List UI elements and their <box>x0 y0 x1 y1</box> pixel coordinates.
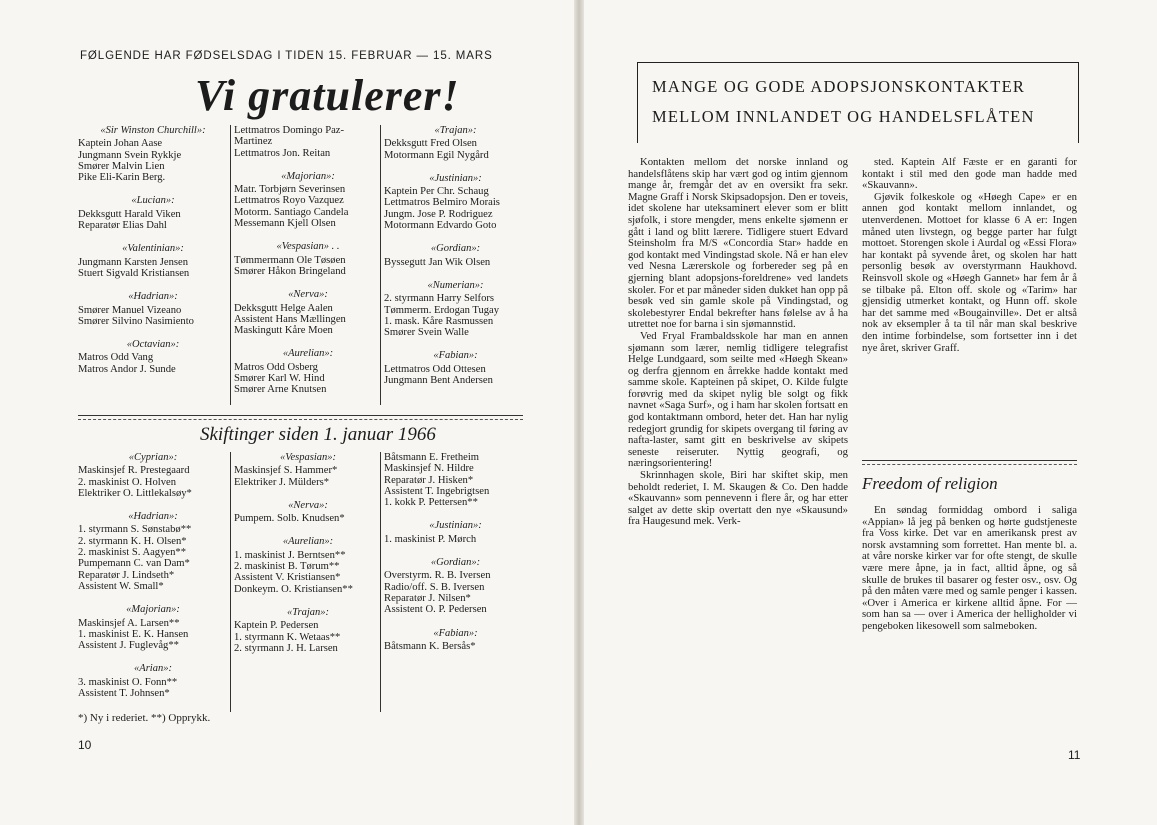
ship-name: «Sir Winston Churchill»: <box>100 125 206 136</box>
crew-entry: Donkeym. O. Kristiansen** <box>234 583 353 595</box>
ship-group <box>78 511 228 592</box>
birthday-header: FØLGENDE HAR FØDSELSDAG I TIDEN 15. FEBRUAR — 15. MARS <box>80 50 493 62</box>
crew-entry: Radio/off. S. B. Iversen <box>384 581 485 593</box>
article-title-box <box>637 62 1079 143</box>
divider <box>78 415 523 416</box>
crew-entry: 1. kokk P. Pettersen** <box>384 497 478 509</box>
article-title-line-2: MELLOM INNLANDET OG HANDELSFLÅTEN <box>652 107 1035 126</box>
crew-entry: Kaptein Per Chr. Schaug <box>384 186 489 198</box>
ship-name: «Octavian»: <box>126 339 180 351</box>
ship-group <box>384 628 527 653</box>
article-paragraph: sted. Kaptein Alf Fæste er en garanti for kontakt i stil med den gode man hadde med «Skauvann». <box>862 156 1077 192</box>
divider <box>862 460 1077 461</box>
ship-name: «Arian»: <box>134 663 172 675</box>
crew-entry: Lettmatros Jon. Reitan <box>234 147 331 159</box>
crew-entry: Lettmatros Odd Ottesen <box>384 363 486 375</box>
crew-entry: Maskinsjef A. Larsen** <box>78 617 180 629</box>
crew-entry: Kaptein P. Pedersen <box>234 620 319 632</box>
crew-entry: 2. styrmann Harry Selfors <box>384 293 495 305</box>
article-column-2 <box>862 157 1077 354</box>
crew-entry: Smører Håkon Bringeland <box>234 265 346 277</box>
crew-entry: Lettmatros Belmiro Morais <box>384 197 500 209</box>
ship-group <box>384 243 527 268</box>
crew-entry: Assistent Hans Mællingen <box>234 313 346 325</box>
crew-entry: Smører Malvin Lien <box>78 160 165 172</box>
ship-name: «Aurelian»: <box>282 348 334 360</box>
crew-entry: Reparatør J. Nilsen* <box>384 592 471 604</box>
ship-group <box>384 557 527 615</box>
crew-entry: Pumpem. Solb. Knudsen* <box>234 513 345 525</box>
crew-entry: 1. styrmann K. Wetaas** <box>234 631 341 643</box>
crew-entry: 3. maskinist O. Fonn** <box>78 676 178 688</box>
birthday-column-1 <box>78 125 228 405</box>
crew-entry: Båtsmann E. Fretheim <box>384 452 480 463</box>
ship-group <box>384 173 527 231</box>
crew-entry: Reparatør J. Lindseth* <box>78 569 175 581</box>
ship-group <box>234 500 382 525</box>
birthday-column-3 <box>380 125 527 405</box>
ship-name: «Nerva»: <box>288 289 328 301</box>
crew-entry: Dekksgutt Fred Olsen <box>384 138 477 150</box>
ship-group <box>234 289 382 336</box>
crew-entry: Byssegutt Jan Wik Olsen <box>384 256 491 268</box>
ship-name: «Lucian»: <box>131 195 175 207</box>
crew-entry: 2. maskinist O. Holven <box>78 476 176 488</box>
crew-entry: Assistent V. Kristiansen* <box>234 572 341 584</box>
crew-entry: Tømmerm. Erdogan Tugay <box>384 304 500 316</box>
religion-article <box>862 505 1077 633</box>
ship-name: «Fabian»: <box>433 350 478 362</box>
changes-title: Skiftinger siden 1. januar 1966 <box>200 424 436 445</box>
ship-name: «Nerva»: <box>288 499 328 511</box>
ship-name: «Hadrian»: <box>128 291 178 303</box>
crew-entry: Reparatør Elias Dahl <box>78 220 167 232</box>
ship-group <box>234 125 382 159</box>
crew-entry: Maskinsjef R. Prestegaard <box>78 465 190 477</box>
ship-group <box>78 125 228 183</box>
crew-entry: Smører Manuel Vizeano <box>78 304 182 316</box>
crew-entry: Assistent T. Ingebrigtsen <box>384 485 490 497</box>
crew-entry: 1. maskinist P. Mørch <box>384 533 477 545</box>
changes-column-3 <box>380 452 527 712</box>
crew-entry: Lettmatros Royo Vazquez <box>234 195 344 207</box>
ship-group <box>234 452 382 488</box>
crew-entry: Reparatør J. Hisken* <box>384 474 474 486</box>
divider <box>78 419 523 420</box>
ship-name: «Vespasian»: <box>280 452 336 463</box>
crew-entry: Jungmann Svein Rykkje <box>78 149 182 161</box>
ship-name: «Hadrian»: <box>128 511 178 523</box>
page-title: Vi gratulerer! <box>195 71 460 120</box>
crew-entry: 2. maskinist B. Tørum** <box>234 561 340 573</box>
crew-entry: Smører Karl W. Hind <box>234 373 325 385</box>
section-title: Freedom of religion <box>862 474 998 493</box>
book-gutter <box>574 0 584 825</box>
crew-entry: 1. mask. Kåre Rasmussen <box>384 315 494 327</box>
crew-entry: Maskinsjef S. Hammer* <box>234 465 338 477</box>
ship-name: «Majorian»: <box>126 604 180 616</box>
ship-name: «Justinian»: <box>429 172 482 184</box>
ship-name: «Aurelian»: <box>282 536 334 548</box>
changes-column-2 <box>230 452 382 712</box>
ship-name: «Vespasian» . . <box>276 241 340 253</box>
article-paragraph: Kontakten mellom det norske innland og handelsflåtens skip har vært god og intim gjennom mange år, fremgår det av en oversikt fra sekr. Magne Graff i Norsk Skipsadopsjon. Den er toveis, idet skolene har uteksaminert elever som er blitt sjøfolk, i store mengder, mens enkelte sjømenn er gått i land og blitt lærere. Tidligere stuert Edvard Steinsholm fra M/S «Concordia Star» hadde en god kontakt med Vindingstad skole. Nå er han elev ved Nesna Lærerskole og forbereder seg på en gjerning blant adopsjons-foreldrene» ved landets skoler. For et par måneder siden dukket han opp på besøk ved sin gamle skole på Vindingstad, og skolebestyrer Endal bekrefter hans følelse av å ha utrettet noe for barna i sin sjømannstid. <box>628 156 848 331</box>
ship-name: «Cyprian»: <box>128 452 178 463</box>
crew-entry: Båtsmann K. Bersås* <box>384 640 476 652</box>
ship-group <box>384 350 527 386</box>
crew-entry: Jungmann Bent Andersen <box>384 375 493 387</box>
crew-entry: 2. styrmann J. H. Larsen <box>234 642 338 654</box>
crew-entry: Pike Eli-Karin Berg. <box>78 172 166 184</box>
footnote: *) Ny i rederiet. **) Opprykk. <box>78 712 211 724</box>
crew-entry: 1. maskinist E. K. Hansen <box>78 628 189 640</box>
page-number-right: 11 <box>1068 748 1081 762</box>
article-paragraph: Skrinnhagen skole, Biri har skiftet skip, men beholdt rederiet, I. M. Skaugen & Co. Den hadde «Skauvann» som pennevenn i flere år, og har etter salget av dette skip overtatt den nye «Skausund» fra Haugesund mek. Verk- <box>628 469 848 528</box>
crew-entry: Dekksgutt Harald Viken <box>78 208 181 220</box>
crew-entry: Motormann Edvardo Goto <box>384 220 497 232</box>
ship-group <box>78 452 228 499</box>
crew-entry: Smører Arne Knutsen <box>234 384 327 396</box>
crew-entry: Kaptein Johan Aase <box>78 138 163 150</box>
crew-entry: Pumpemann C. van Dam* <box>78 558 190 570</box>
crew-entry: 1. maskinist J. Berntsen** <box>234 549 346 561</box>
ship-group <box>384 280 527 338</box>
birthday-list <box>78 125 523 405</box>
ship-name: «Justinian»: <box>429 520 482 532</box>
crew-entry: Maskinsjef N. Hildre <box>384 463 474 475</box>
crew-entry: Matr. Torbjørn Severinsen <box>234 184 346 196</box>
crew-entry: Smører Svein Walle <box>384 327 469 339</box>
ship-group <box>78 663 228 699</box>
ship-group <box>384 452 527 508</box>
ship-name: «Trajan»: <box>286 606 329 618</box>
changes-list <box>78 452 523 712</box>
ship-group <box>234 241 382 277</box>
ship-name: «Majorian»: <box>281 170 335 182</box>
crew-entry: Matros Andor J. Sunde <box>78 363 176 375</box>
article-column-1 <box>628 157 848 528</box>
ship-group <box>384 520 527 545</box>
crew-entry: 2. maskinist S. Aagyen** <box>78 547 186 559</box>
birthday-column-2 <box>230 125 382 405</box>
divider <box>862 464 1077 465</box>
changes-column-1 <box>78 452 228 712</box>
ship-name: «Gordian»: <box>430 243 481 255</box>
ship-group <box>234 607 382 654</box>
ship-group <box>234 536 382 594</box>
ship-group <box>78 243 228 279</box>
crew-entry: 1. styrmann S. Sønstabø** <box>78 524 192 536</box>
crew-entry: Jungmann Karsten Jensen <box>78 256 189 268</box>
crew-entry: Tømmermann Ole Tøsøen <box>234 254 346 266</box>
crew-entry: 2. styrmann K. H. Olsen* <box>78 535 187 547</box>
ship-group <box>384 125 527 161</box>
crew-entry: Matros Odd Vang <box>78 352 154 364</box>
crew-entry: Lettmatros Domingo Paz- <box>234 125 345 136</box>
crew-entry: Assistent W. Small* <box>78 580 164 592</box>
ship-group <box>234 348 382 395</box>
crew-entry: Elektriker O. Littlekalsøy* <box>78 487 192 499</box>
crew-entry: Assistent J. Fuglevåg** <box>78 640 179 652</box>
ship-name: «Trajan»: <box>434 125 477 136</box>
crew-entry: Dekksgutt Helge Aalen <box>234 302 333 314</box>
crew-entry: Assistent O. P. Pedersen <box>384 604 487 616</box>
crew-entry: Motorm. Santiago Candela <box>234 206 349 218</box>
ship-name: «Fabian»: <box>433 627 478 639</box>
ship-group <box>234 171 382 229</box>
ship-group <box>78 195 228 231</box>
ship-group <box>78 604 228 651</box>
ship-group <box>78 339 228 375</box>
crew-entry: Overstyrm. R. B. Iversen <box>384 570 491 582</box>
article-paragraph: Ved Fryal Frambaldsskole har man en annen sjømann som lærer, nemlig tidligere telegrafist Helge Lundgaard, som seilte med «Høegh Skean» og derfra gjennom en årrekke hadde kontakt med samme skole. Kapteinen på skipet, O. Kilde fulgte forøvrig med da skipet nylig ble solgt og fikk navnet «Saga Surf», og i ham har skolen fortsatt en god kontaktmann ombord, heter det. Han har nylig redegjort grundig for skipets overgang til føring av nafta-laster, samt gitt en beskrivelse av skipets seneste reiseruter. Nyttig geografi, og næringsorientering! <box>628 329 848 470</box>
ship-name: «Numerian»: <box>427 279 484 291</box>
crew-entry: Martinez <box>234 136 273 148</box>
article-paragraph: En søndag formiddag ombord i saliga «Appian» lå jeg på benken og hørte gudstjeneste fra Voss kirke. Det var en amerikansk prest av norsk avstamning som forrettet. Han mente bl. a. at våre norske kirker var for ofte stengt, de skulle være mere åpne, ja in fact, alltid åpne, og så skulle de brukes til basarer og fester osv., osv. Og på den måten være med og samle penger i kassen. «Over i America er kirkene alltid åpne. For — som han sa — over i America der helligholder vi pengeboken likesowell som salmeboken. <box>862 504 1077 632</box>
crew-entry: Messemann Kjell Olsen <box>234 218 336 230</box>
ship-name: «Gordian»: <box>430 557 481 569</box>
crew-entry: Stuert Sigvald Kristiansen <box>78 267 190 279</box>
article-title-line-1: MANGE OG GODE ADOPSJONSKONTAKTER <box>652 77 1026 96</box>
crew-entry: Smører Silvino Nasimiento <box>78 315 194 327</box>
crew-entry: Assistent T. Johnsen* <box>78 688 170 700</box>
ship-group <box>78 291 228 327</box>
page-number-left: 10 <box>78 738 92 752</box>
crew-entry: Motormann Egil Nygård <box>384 149 489 161</box>
crew-entry: Matros Odd Osberg <box>234 361 318 373</box>
crew-entry: Maskingutt Kåre Moen <box>234 325 333 337</box>
crew-entry: Jungm. Jose P. Rodriguez <box>384 208 493 220</box>
article-paragraph: Gjøvik folkeskole og «Høegh Cape» er en annen god kontakt mellom innlandet, og utenverdenen. Mottoet for klasse 6 A er: Ingen måned uten livstegn, og begge parter har fulgt mottoet. Storengen skole i Aurdal og «Essi Flora» har kontakt på syvende året, og skolen har hatt personlig besøk av overstyrmann Haukhovd. Reinsvoll skole og «Høegh Gannet» har fem år å se tilbake på. Elton off. skole og «Tarim» har gjensidig utmerket kontakt, og Hunn off. skole har det samme med «Bougainville». Det er altså nok av eksempler å ta til når man skal beskrive den intime forbindelse, som fortsetter inn i det nye året, skriver Graff. <box>862 190 1077 354</box>
crew-entry: Elektriker J. Mülders* <box>234 476 330 488</box>
ship-name: «Valentinian»: <box>122 243 184 255</box>
